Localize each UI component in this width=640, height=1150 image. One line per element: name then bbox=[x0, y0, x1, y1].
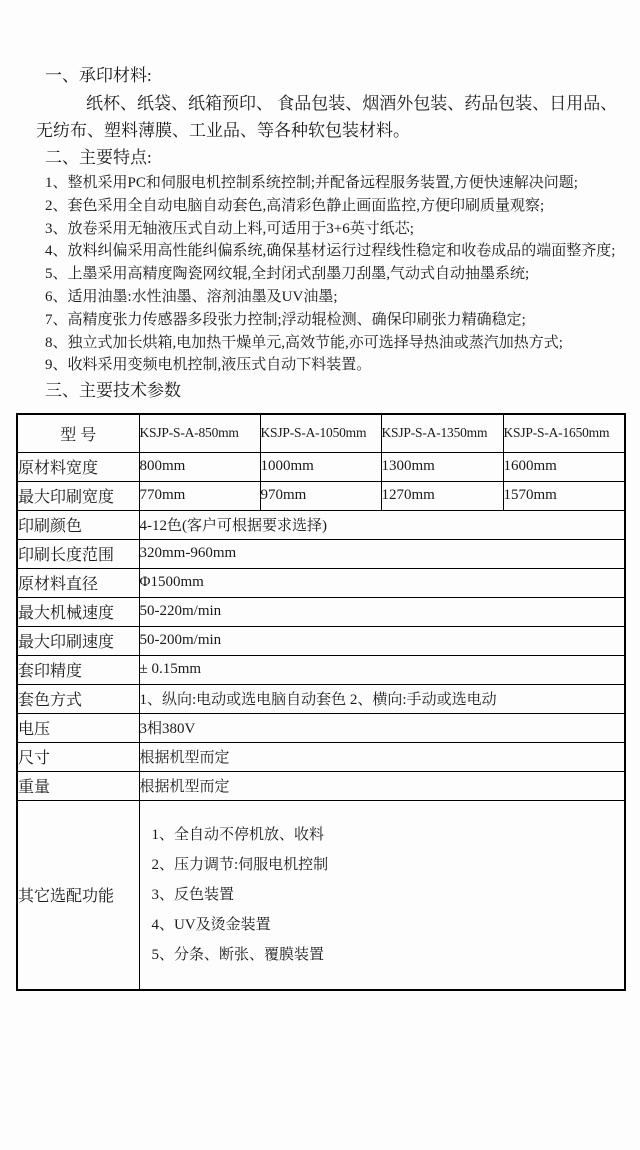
cell-value: 根据机型而定 bbox=[139, 742, 625, 771]
model-name-cell: KSJP-S-A-1050mm bbox=[260, 414, 381, 452]
section-1-heading: 一、承印材料: bbox=[45, 66, 152, 85]
model-name-cell: KSJP-S-A-1350mm bbox=[381, 414, 503, 452]
cell-value: 320mm-960mm bbox=[139, 539, 625, 568]
row-label: 尺寸 bbox=[17, 742, 139, 771]
cell-value: 800mm bbox=[139, 452, 260, 481]
table-row-optional-functions bbox=[17, 800, 625, 990]
cell-value: 1300mm bbox=[381, 452, 503, 481]
cell-value: 50-220m/min bbox=[139, 597, 625, 626]
feature-item-7: 7、高精度张力传感器多段张力控制;浮动辊检测、确保印刷张力精确稳定; bbox=[45, 311, 526, 328]
table-row-material-diameter bbox=[17, 568, 625, 597]
table-row-material-width bbox=[17, 452, 625, 481]
model-name-cell: KSJP-S-A-1650mm bbox=[503, 414, 625, 452]
table-row-print-colors bbox=[17, 510, 625, 539]
feature-item-4: 4、放料纠偏采用高性能纠偏系统,确保基材运行过程线性稳定和收卷成品的端面整齐度; bbox=[45, 243, 616, 260]
option-item-3: 3、反色装置 bbox=[151, 886, 235, 903]
feature-item-1: 1、整机采用PC和伺服电机控制系统控制;并配备远程服务装置,方便快速解决问题; bbox=[45, 175, 578, 191]
row-label: 套印精度 bbox=[17, 655, 139, 684]
section-1-paragraph: 纸杯、纸袋、纸箱预印、 食品包装、烟酒外包装、药品包装、日用品、无纺布、塑料薄膜、工业品、等各种软包装材料。 bbox=[36, 94, 618, 140]
cell-value: 根据机型而定 bbox=[139, 771, 625, 800]
cell-value: 1270mm bbox=[381, 481, 503, 510]
option-item-2: 2、压力调节:伺服电机控制 bbox=[151, 856, 329, 873]
options-list bbox=[140, 812, 625, 978]
section-2-heading: 二、主要特点: bbox=[45, 148, 152, 167]
section-3-heading: 三、主要技术参数 bbox=[45, 381, 181, 401]
feature-list bbox=[45, 172, 618, 377]
row-label: 最大印刷宽度 bbox=[17, 481, 139, 510]
row-label: 原材料宽度 bbox=[17, 452, 139, 481]
table-row-register-precision bbox=[17, 655, 625, 684]
row-label: 重量 bbox=[17, 771, 139, 800]
row-label: 套色方式 bbox=[17, 684, 139, 713]
row-label: 原材料直径 bbox=[17, 568, 139, 597]
row-label: 电压 bbox=[17, 713, 139, 742]
table-row-register-mode bbox=[17, 684, 625, 713]
options-cell bbox=[139, 800, 625, 990]
cell-value: Φ1500mm bbox=[139, 568, 625, 597]
feature-item-6: 6、适用油墨:水性油墨、溶剂油墨及UV油墨; bbox=[45, 288, 338, 305]
row-label: 印刷长度范围 bbox=[17, 539, 139, 568]
option-item-5: 5、分条、断张、覆膜装置 bbox=[151, 946, 325, 963]
table-row-print-length bbox=[17, 539, 625, 568]
table-row-dimensions bbox=[17, 742, 625, 771]
cell-value: 1000mm bbox=[260, 452, 381, 481]
feature-item-8: 8、独立式加长烘箱,电加热干燥单元,高效节能,亦可选择导热油或蒸汽加热方式; bbox=[45, 334, 563, 351]
row-label: 印刷颜色 bbox=[17, 510, 139, 539]
table-row-max-print-speed bbox=[17, 626, 625, 655]
model-row-label: 型 号 bbox=[17, 414, 139, 452]
option-item-4: 4、UV及烫金装置 bbox=[151, 916, 271, 933]
row-label: 最大机械速度 bbox=[17, 597, 139, 626]
model-name-cell: KSJP-S-A-850mm bbox=[139, 414, 260, 452]
option-item-1: 1、全自动不停机放、收料 bbox=[151, 826, 325, 843]
cell-value: 3相380V bbox=[139, 713, 625, 742]
cell-value: 1570mm bbox=[503, 481, 625, 510]
cell-value: 770mm bbox=[139, 481, 260, 510]
cell-value: 1600mm bbox=[503, 452, 625, 481]
table-row-weight bbox=[17, 771, 625, 800]
table-row-voltage bbox=[17, 713, 625, 742]
feature-item-9: 9、收料采用变频电机控制,液压式自动下料装置。 bbox=[45, 357, 372, 374]
feature-item-3: 3、放卷采用无轴液压式自动上料,可适用于3+6英寸纸芯; bbox=[45, 220, 414, 237]
cell-value: 1、纵向:电动或选电脑自动套色 2、横向:手动或选电动 bbox=[139, 684, 625, 713]
cell-value: 50-200m/min bbox=[139, 626, 625, 655]
cell-value: 4-12色(客户可根据要求选择) bbox=[139, 510, 625, 539]
row-label: 其它选配功能 bbox=[17, 800, 139, 990]
cell-value: 970mm bbox=[260, 481, 381, 510]
table-header-row bbox=[17, 414, 625, 452]
feature-item-2: 2、套色采用全自动电脑自动套色,高清彩色静止画面监控,方便印刷质量观察; bbox=[45, 197, 545, 214]
table-row-max-print-width bbox=[17, 481, 625, 510]
spec-table bbox=[16, 413, 626, 991]
cell-value: ± 0.15mm bbox=[139, 655, 625, 684]
row-label: 最大印刷速度 bbox=[17, 626, 139, 655]
table-row-max-mech-speed bbox=[17, 597, 625, 626]
feature-item-5: 5、上墨采用高精度陶瓷网纹辊,全封闭式刮墨刀刮墨,气动式自动抽墨系统; bbox=[45, 266, 530, 283]
